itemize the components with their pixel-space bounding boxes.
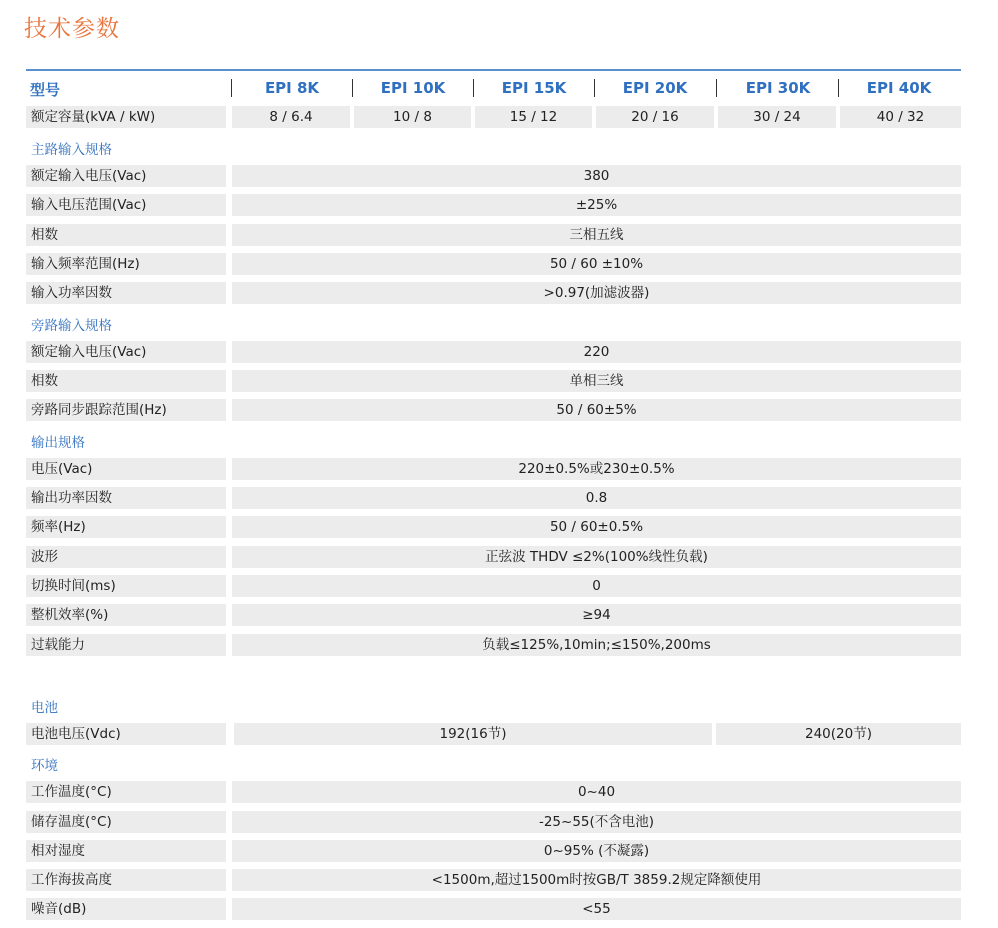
table-row xyxy=(26,399,961,421)
row-label: 过载能力 xyxy=(26,634,226,656)
table-row xyxy=(26,165,961,187)
row-label: 噪音(dB) xyxy=(26,898,226,920)
row-label: 输入电压范围(Vac) xyxy=(26,194,226,216)
row-value: ≥94 xyxy=(232,604,961,626)
section-main-input: 主路输入规格 xyxy=(31,142,112,158)
row-label: 工作温度(°C) xyxy=(26,781,226,803)
battery-voltage-high-models: 240(20节) xyxy=(716,723,961,745)
row-label: 旁路同步跟踪范围(Hz) xyxy=(26,399,226,421)
table-row xyxy=(26,224,961,246)
row-label: 频率(Hz) xyxy=(26,516,226,538)
table-row xyxy=(26,869,961,891)
table-row xyxy=(26,634,961,656)
row-value: 0.8 xyxy=(232,487,961,509)
row-label: 工作海拔高度 xyxy=(26,869,226,891)
battery-voltage-low-models: 192(16节) xyxy=(234,723,712,745)
column-separator xyxy=(716,79,717,97)
capacity-epi-10k: 10 / 8 xyxy=(354,106,471,128)
model-header-row xyxy=(26,76,961,102)
capacity-epi-30k: 30 / 24 xyxy=(718,106,836,128)
table-row xyxy=(26,898,961,920)
row-label: 额定容量(kVA / kW) xyxy=(26,106,226,128)
row-value: 负载≤125%,10min;≤150%,200ms xyxy=(232,634,961,656)
row-label: 相数 xyxy=(26,370,226,392)
rated-capacity-row xyxy=(26,106,961,128)
table-row xyxy=(26,575,961,597)
row-label: 输出功率因数 xyxy=(26,487,226,509)
table-row xyxy=(26,781,961,803)
capacity-epi-8k: 8 / 6.4 xyxy=(232,106,350,128)
row-value: 0 xyxy=(232,575,961,597)
row-label: 输入频率范围(Hz) xyxy=(26,253,226,275)
row-label: 电压(Vac) xyxy=(26,458,226,480)
row-label: 额定输入电压(Vac) xyxy=(26,165,226,187)
row-value: 220 xyxy=(232,341,961,363)
table-row xyxy=(26,840,961,862)
capacity-epi-15k: 15 / 12 xyxy=(475,106,592,128)
row-value: 50 / 60±0.5% xyxy=(232,516,961,538)
row-value: 三相五线 xyxy=(232,224,961,246)
table-row xyxy=(26,811,961,833)
row-value: 0~95% (不凝露) xyxy=(232,840,961,862)
table-row xyxy=(26,516,961,538)
table-row xyxy=(26,487,961,509)
header-rule xyxy=(26,69,961,71)
section-environment: 环境 xyxy=(31,758,58,774)
table-row xyxy=(26,604,961,626)
row-value: 单相三线 xyxy=(232,370,961,392)
model-epi-15k: EPI 15K xyxy=(501,79,567,97)
model-epi-20k: EPI 20K xyxy=(622,79,688,97)
table-row xyxy=(26,253,961,275)
row-label: 切换时间(ms) xyxy=(26,575,226,597)
section-output: 输出规格 xyxy=(31,435,85,451)
row-value: 50 / 60±5% xyxy=(232,399,961,421)
battery-voltage-row xyxy=(26,723,961,745)
model-epi-30k: EPI 30K xyxy=(745,79,811,97)
model-epi-10k: EPI 10K xyxy=(380,79,446,97)
row-value: <1500m,超过1500m时按GB/T 3859.2规定降额使用 xyxy=(232,869,961,891)
row-value: 正弦波 THDV ≤2%(100%线性负载) xyxy=(232,546,961,568)
row-value: -25~55(不含电池) xyxy=(232,811,961,833)
table-row xyxy=(26,370,961,392)
row-label: 额定输入电压(Vac) xyxy=(26,341,226,363)
row-label: 储存温度(°C) xyxy=(26,811,226,833)
row-label: 整机效率(%) xyxy=(26,604,226,626)
row-value: 50 / 60 ±10% xyxy=(232,253,961,275)
table-row xyxy=(26,282,961,304)
row-value: 220±0.5%或230±0.5% xyxy=(232,458,961,480)
row-label: 相对湿度 xyxy=(26,840,226,862)
row-value: <55 xyxy=(232,898,961,920)
model-epi-8k: EPI 8K xyxy=(264,79,320,97)
section-battery: 电池 xyxy=(31,700,58,716)
table-row xyxy=(26,546,961,568)
capacity-epi-20k: 20 / 16 xyxy=(596,106,714,128)
row-label: 电池电压(Vdc) xyxy=(26,723,226,745)
section-bypass-input: 旁路输入规格 xyxy=(31,318,112,334)
model-epi-40k: EPI 40K xyxy=(866,79,932,97)
model-header-label: 型号 xyxy=(30,81,61,99)
table-row xyxy=(26,194,961,216)
row-value: 0~40 xyxy=(232,781,961,803)
row-value: ±25% xyxy=(232,194,961,216)
row-label: 波形 xyxy=(26,546,226,568)
row-label: 相数 xyxy=(26,224,226,246)
row-value: 380 xyxy=(232,165,961,187)
table-row xyxy=(26,341,961,363)
row-value: >0.97(加滤波器) xyxy=(232,282,961,304)
row-label: 输入功率因数 xyxy=(26,282,226,304)
page-title: 技术参数 xyxy=(24,16,120,42)
capacity-epi-40k: 40 / 32 xyxy=(840,106,961,128)
table-row xyxy=(26,458,961,480)
